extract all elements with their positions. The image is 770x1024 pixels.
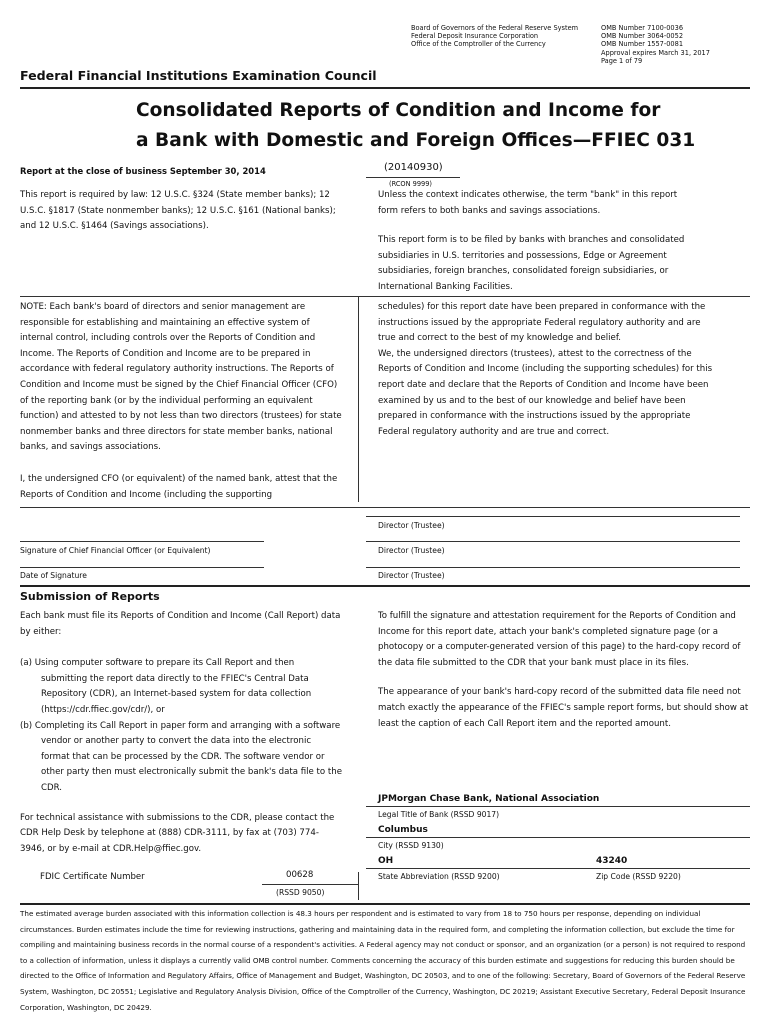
hard-copy-text: The appearance of your bank's hard-copy record of the submitted data file need not match exactly the appearance of the FFIEC's sample report forms, but should show at least the caption of each Call Report item and the reported amount. [378,687,749,729]
signature-top-rule [20,507,750,508]
submission-right [378,609,754,732]
bank-zip[interactable]: 43240 [596,856,628,866]
report-date-value[interactable]: (20140930) [384,162,443,173]
bank-city-line [366,837,750,838]
intro-right [378,188,688,296]
agency-fdic: Federal Deposit Insurance Corporation [411,32,539,41]
title-line-1: Consolidated Reports of Condition and Income for [136,100,661,121]
submission-left [20,609,342,857]
omb-number-fdic: OMB Number 3064-0052 [601,32,684,41]
cfo-signature-line[interactable] [20,541,264,542]
bank-name-label: Legal Title of Bank (RSSD 9017) [378,810,500,819]
filing-scope-text: This report form is to be filed by banks with branches and consolidated subsidiaries in U.S. territories and possessions, Edge or Agreement subsidiaries, foreign branches, consolidated foreign subsidiaries, or International Banking Facilities. [378,235,685,292]
cfo-signature-label: Signature of Chief Financial Officer (or Equivalent) [20,546,211,555]
director-1-line[interactable] [366,516,740,517]
director-2-line[interactable] [366,541,740,542]
page-title [136,96,695,156]
omb-number-occ: OMB Number 1557-0081 [601,40,684,49]
bank-state-zip-line [366,868,750,869]
fdic-box-divider [358,872,359,900]
submission-heading: Submission of Reports [20,590,160,603]
cfo-attestation-continued: schedules) for this report date have been prepared in conformance with the instructions issued by the appropriate Federal regulatory authority and are true and correct to the best of my knowledge and belief. [378,302,706,344]
bank-state-label: State Abbreviation (RSSD 9200) [378,872,500,881]
report-date-underline [366,177,460,178]
fdic-cert-label: FDIC Certificate Number [40,872,145,882]
note-right [378,300,718,440]
omb-block [601,24,761,65]
bank-name[interactable]: JPMorgan Chase Bank, National Association [378,794,600,804]
director-1-label: Director (Trustee) [378,521,445,530]
bank-definition-text: Unless the context indicates otherwise, the term "bank" in this report form refers to both banks and savings associations. [378,190,678,216]
agency-list [411,24,591,49]
director-3-label: Director (Trustee) [378,571,445,580]
omb-number-frb: OMB Number 7100-0036 [601,24,684,32]
section-divider-1 [20,296,750,297]
burden-text: The estimated average burden associated with this information collection is 48.3 hours per respondent and is estimated to vary from 18 to 750 hours per response, depending on individual circumstances. Burden estimates include the time for reviewing instructions, gathering and maintaining data in the required form, and completing the information collection, but exclude the time for compiling and maintaining business records in the normal course of a respondent's activities. A Federal agency may not conduct or sponsor, and an organization (or a person) is not required to respond to a collection of information, unless it displays a currently valid OMB control number. Comments concerning the accuracy of this burden estimate and suggestions for reducing this burden should be directed to the Office of Information and Regulatory Affairs, Office of Management and Budget, Washington, DC 20503, and to one of the following: Secretary, Board of Governors of the Federal Reserve System, Washington, DC 20551; Legislative and Regulatory Analysis Division, Office of the Comptroller of the Currency, Washington, DC 20219; Assistant Executive Secretary, Federal Deposit Insurance Corporation, Washington, DC 20429. [20,909,746,1012]
approval-expiry: Approval expires March 31, 2017 [601,48,710,57]
fdic-cert-code: (RSSD 9050) [276,888,325,897]
report-date-label: Report at the close of business September 30, 2014 [20,166,266,176]
submission-intro: Each bank must file its Reports of Condition and Income (Call Report) data by either: [20,611,341,637]
note-left [20,300,342,503]
bank-city-label: City (RSSD 9130) [378,841,444,850]
burden-top-rule [20,903,750,905]
signature-date-line[interactable] [20,567,264,568]
bank-city[interactable]: Columbus [378,825,428,835]
signature-date-label: Date of Signature [20,571,87,580]
fdic-cert-underline [262,884,358,885]
director-2-label: Director (Trustee) [378,546,445,555]
note-text: NOTE: Each bank's board of directors and senior management are responsible for establishing and maintaining an effective system of internal control, including controls over the Reports of Condition and Income. The Reports of Condition and Income are to be prepared in accordance with federal regulatory authority instructions. The Reports of Condition and Income must be signed by the Chief Financial Officer (CFO) of the reporting bank (or by the individual performing an equivalent function) and attested to by not less than two directors (trustees) for state nonmember banks and three directors for state member banks, national banks, and savings associations. [20,302,342,453]
bank-state[interactable]: OH [378,856,394,866]
report-date-code: (RCON 9999) [389,180,433,188]
title-line-2: a Bank with Domestic and Foreign Offices—FFIEC 031 [136,130,696,151]
page-number: Page 1 of 79 [601,56,643,65]
note-column-divider [358,296,359,502]
cdr-help-text: For technical assistance with submissions to the CDR, please contact the CDR Help Desk by telephone at (888) CDR-3111, by fax at (703) 774-3946, or by e-mail at CDR.Help@ffiec.gov. [20,812,335,854]
agency-frb: Board of Governors of the Federal Reserve System [411,24,579,32]
director-3-line[interactable] [366,567,740,568]
bank-zip-label: Zip Code (RSSD 9220) [596,872,681,881]
cfo-attestation-text: I, the undersigned CFO (or equivalent) of the named bank, attest that the Reports of Condition and Income (including the supporting [20,473,338,500]
law-statement [20,188,342,235]
signature-requirement-text: To fulfill the signature and attestation requirement for the Reports of Condition and Income for this report date, attach your bank's completed signature page (or a photocopy or a computer-generated version of this page) to the hard-copy record of the data file submitted to the CDR that your bank must place in its files. [378,611,741,668]
submission-option-b: (b) Completing its Call Report in paper form and arranging with a software vendor or another party to convert the data into the electronic format that can be processed by the CDR. The software vendor or other party then must electronically submit the bank's data file to the CDR. [20,720,342,793]
bank-name-line [366,806,750,807]
law-text: This report is required by law: 12 U.S.C. §324 (State member banks); 12 U.S.C. §1817 (State nonmember banks); 12 U.S.C. §161 (National banks); and 12 U.S.C. §1464 (Savings associations). [20,190,336,232]
council-name: Federal Financial Institutions Examination Council [20,68,377,83]
submission-option-a: (a) Using computer software to prepare its Call Report and then submitting the report data directly to the FFIEC's Central Data Repository (CDR), an Internet-based system for data collection (https://cdr.ffiec.gov/cdr/), or [20,658,312,715]
fdic-cert-value[interactable]: 00628 [286,870,314,880]
burden-statement [20,906,750,1015]
header-rule [20,87,750,89]
section-divider-2 [20,585,750,587]
director-attestation-text: We, the undersigned directors (trustees), attest to the correctness of the Reports of Condition and Income (including the supporting schedules) for this report date and declare that the Reports of Condition and Income have been examined by us and to the best of our knowledge and belief have been prepared in conformance with the instructions issued by the appropriate Federal regulatory authority and are true and correct. [378,348,713,437]
agency-occ: Office of the Comptroller of the Currency [411,40,546,49]
